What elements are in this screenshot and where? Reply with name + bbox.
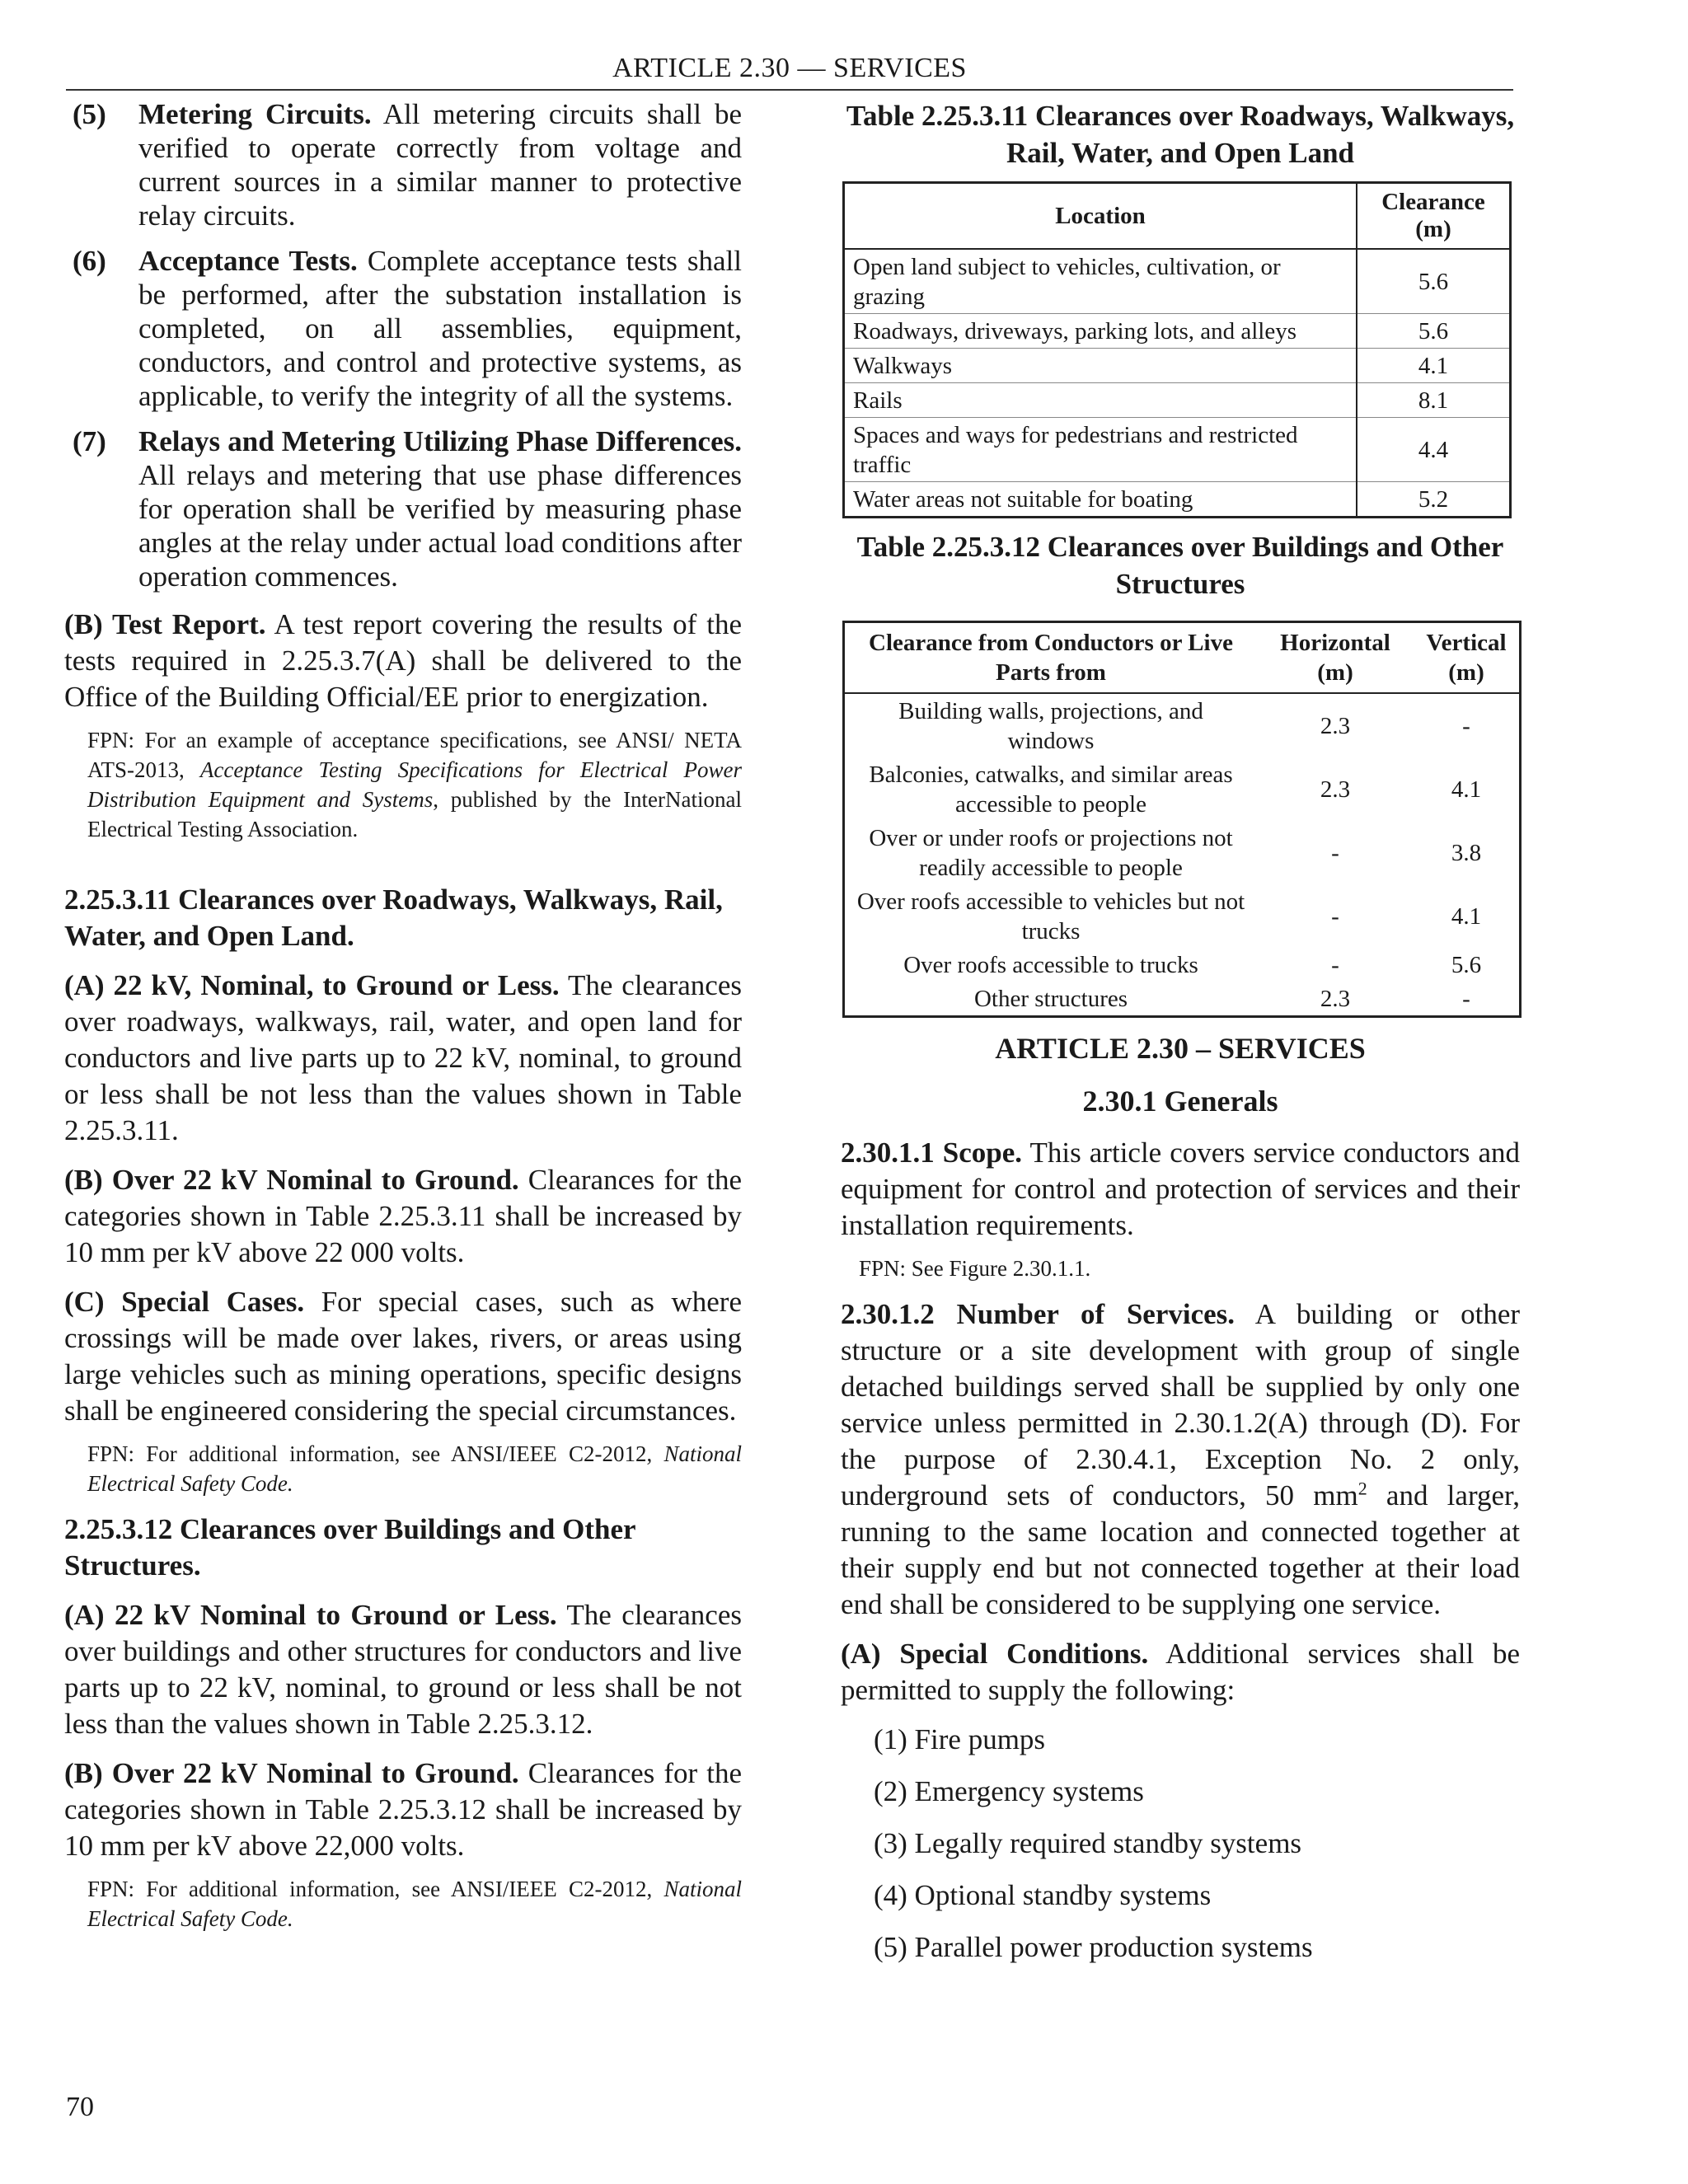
list-item-acceptance-tests: [64, 244, 742, 413]
paragraph-heading: (C) Special Cases.: [64, 1286, 305, 1318]
clearance-table-buildings: [842, 621, 1522, 1018]
clearance-cell: 4.4: [1357, 418, 1511, 482]
clearance-cell: 8.1: [1357, 383, 1511, 418]
paragraph-a: [64, 968, 742, 1149]
column-header-vertical: Vertical (m): [1414, 622, 1521, 694]
clearance-from-cell: Balconies, catwalks, and similar areas accessible to people: [869, 762, 1233, 818]
table-row: [844, 884, 1521, 948]
horizontal-cell: -: [1331, 952, 1339, 978]
fpn-note: [87, 1439, 742, 1498]
part-title: 2.30.1 Generals: [1082, 1085, 1278, 1118]
paragraph-text: and larger, running to the same location and connected together at their supply end but not connected together at their load end shall be considered to be supplying one service.: [841, 1479, 1521, 1620]
vertical-cell: 4.1: [1451, 903, 1482, 930]
paragraph-heading: (A) 22 kV Nominal to Ground or Less.: [64, 1599, 557, 1631]
vertical-cell: -: [1462, 713, 1470, 739]
paragraph-heading: 2.30.1.2 Number of Services.: [841, 1298, 1236, 1330]
paragraph-text: This article covers service conductors and equipment for control and protection of services and their installation requirements.: [841, 1137, 1521, 1241]
running-header: ARTICLE 2.30 — SERVICES: [612, 53, 967, 83]
scope-paragraph: [841, 1135, 1520, 1244]
paragraph-text: For special cases, such as where crossings will be made over lakes, rivers, or areas using large vehicles such as mining operations, specific designs shall be engineered considering the special circumstances.: [64, 1286, 742, 1427]
item-text: All relays and metering that use phase differences for operation shall be verified by measuring phase angles at the relay under actual load conditions after operation commences.: [138, 459, 742, 593]
table-row: [844, 482, 1511, 518]
clearance-from-cell: Over roofs accessible to vehicles but not trucks: [856, 888, 1245, 944]
item-text: All metering circuits shall be verified to operate correctly from voltage and current sources in a similar manner to protective relay circuits.: [138, 98, 742, 232]
location-cell: Rails: [844, 383, 1357, 418]
right-column: [841, 97, 1520, 1966]
list-item: (2) Emergency systems: [874, 1775, 1144, 1807]
horizontal-cell: 2.3: [1320, 986, 1351, 1012]
special-conditions-paragraph: [841, 1636, 1520, 1708]
paragraph-text: The clearances over buildings and other structures for conductors and live parts up to 22 kV, nominal, to ground or less shall be not less than the values shown in Table 2.25.3.12.: [64, 1599, 742, 1740]
column-header-location: Location: [844, 183, 1357, 250]
paragraph-text: Clearances for the categories shown in Table 2.25.3.11 shall be increased by 10 mm per kV above 22 000 volts.: [64, 1164, 742, 1268]
clearance-from-cell: Other structures: [973, 986, 1128, 1012]
fpn-note: [87, 725, 742, 844]
location-cell: Open land subject to vehicles, cultivation, or grazing: [844, 249, 1357, 314]
fpn-citation: National Electrical Safety Code.: [87, 1877, 742, 1931]
paragraph-text: Additional services shall be permitted to supply the following:: [841, 1638, 1521, 1706]
item-number: (7): [73, 425, 106, 457]
fpn-text: FPN: For additional information, see ANSI/IEEE C2-2012,: [87, 1441, 664, 1466]
clearance-from-cell: Over roofs accessible to trucks: [903, 952, 1198, 978]
table-row: [844, 982, 1521, 1017]
fpn-text: FPN: For an example of acceptance specifications, see ANSI/ NETA ATS-2013,: [87, 728, 742, 782]
item-number: (5): [73, 98, 106, 130]
paragraph-heading: (B) Over 22 kV Nominal to Ground.: [64, 1757, 519, 1789]
table-row: [844, 693, 1521, 757]
horizontal-cell: -: [1331, 840, 1339, 866]
fpn-citation: Acceptance Testing Specifications for Electrical Power Distribution Equipment and Systems: [87, 757, 742, 812]
paragraph-text: The clearances over roadways, walkways, rail, water, and open land for conductors and live parts up to 22 kV, nominal, to ground or less shall be not less than the values shown in Table 2.25.3.11.: [64, 969, 742, 1146]
vertical-cell: 5.6: [1451, 952, 1482, 978]
list-item: (5) Parallel power production systems: [874, 1931, 1313, 1963]
location-cell: Spaces and ways for pedestrians and restricted traffic: [844, 418, 1357, 482]
fpn-citation: National Electrical Safety Code.: [87, 1441, 742, 1496]
paragraph-text: A test report covering the results of the tests required in 2.25.3.7(A) shall be delivered to the Office of the Building Official/EE prior to energization.: [64, 608, 742, 713]
clearance-table-roadways: [842, 181, 1512, 518]
table-row: [844, 948, 1521, 982]
paragraph-heading: (A) 22 kV, Nominal, to Ground or Less.: [64, 969, 560, 1001]
services-list: [841, 1722, 1520, 1966]
location-cell: Roadways, driveways, parking lots, and alleys: [844, 314, 1357, 349]
location-cell: Walkways: [844, 349, 1357, 383]
paragraph-a: [64, 1597, 742, 1742]
header-rule: [66, 89, 1513, 91]
paragraph-heading: 2.30.1.1 Scope.: [841, 1137, 1023, 1169]
list-item: (4) Optional standby systems: [874, 1879, 1212, 1911]
paragraph-text: Clearances for the categories shown in Table 2.25.3.12 shall be increased by 10 mm per kV above 22,000 volts.: [64, 1757, 742, 1862]
paragraph-b: [64, 1755, 742, 1864]
column-header-horizontal: Horizontal (m): [1257, 622, 1414, 694]
paragraph-heading: (B) Over 22 kV Nominal to Ground.: [64, 1164, 519, 1196]
vertical-cell: 3.8: [1451, 840, 1482, 866]
paragraph-heading: (A) Special Conditions.: [841, 1638, 1149, 1670]
item-heading: Metering Circuits.: [138, 98, 372, 130]
left-column: [64, 97, 742, 1933]
paragraph-text: A building or other structure or a site development with group of single detached buildings served shall be supplied by only one service unless permitted in 2.30.1.2(A) through (D). For the purpose of 2.30.4.1, Exception No. 2 only, underground sets of conductors, 50 mm: [841, 1298, 1521, 1511]
clearance-from-cell: Over or under roofs or projections not readily accessible to people: [869, 825, 1233, 881]
column-header-from: Clearance from Conductors or Live Parts from: [844, 622, 1258, 694]
clearance-cell: 5.6: [1357, 314, 1511, 349]
paragraph-b: [64, 1162, 742, 1271]
table-title: Table 2.25.3.11 Clearances over Roadways, Walkways, Rail, Water, and Open Land: [846, 100, 1515, 169]
section-heading: 2.25.3.12 Clearances over Buildings and Other Structures.: [64, 1513, 635, 1582]
item-heading: Acceptance Tests.: [138, 245, 358, 277]
fpn-note: [87, 1874, 742, 1933]
table-title: Table 2.25.3.12 Clearances over Buildings and Other Structures: [856, 531, 1504, 600]
page-number: 70: [66, 2092, 94, 2122]
table-row: [844, 314, 1511, 349]
horizontal-cell: -: [1331, 903, 1339, 930]
clearance-cell: 4.1: [1357, 349, 1511, 383]
table-row: [844, 349, 1511, 383]
column-header-clearance: Clearance (m): [1357, 183, 1511, 250]
article-title: ARTICLE 2.30 – SERVICES: [995, 1032, 1366, 1065]
section-heading: 2.25.3.11 Clearances over Roadways, Walkways, Rail, Water, and Open Land.: [64, 883, 723, 952]
list-item-metering-circuits: [64, 97, 742, 232]
list-item: (3) Legally required standby systems: [874, 1827, 1302, 1859]
clearance-cell: 5.6: [1357, 249, 1511, 314]
item-heading: Relays and Metering Utilizing Phase Differences.: [138, 425, 742, 457]
fpn-text: , published by the InterNational Electrical Testing Association.: [87, 787, 743, 841]
item-text: Complete acceptance tests shall be performed, after the substation installation is completed, on all assemblies, equipment, conductors, and control and protective systems, as applicable, to verify the integrity of all the systems.: [138, 245, 742, 412]
clearance-from-cell: Building walls, projections, and windows: [898, 698, 1203, 754]
table-row: [844, 418, 1511, 482]
table-row: [844, 383, 1511, 418]
item-number: (6): [73, 245, 106, 277]
horizontal-cell: 2.3: [1320, 776, 1351, 803]
superscript: 2: [1357, 1478, 1367, 1499]
fpn-note: FPN: See Figure 2.30.1.1.: [859, 1256, 1091, 1281]
number-of-services-paragraph: [841, 1296, 1520, 1623]
location-cell: Water areas not suitable for boating: [853, 486, 1193, 513]
list-item: (1) Fire pumps: [874, 1723, 1046, 1755]
list-item-relays-metering: [64, 424, 742, 593]
paragraph-heading: (B) Test Report.: [64, 608, 266, 640]
table-row: [844, 757, 1521, 821]
paragraph-c: [64, 1284, 742, 1429]
vertical-cell: -: [1462, 986, 1470, 1012]
clearance-cell: 5.2: [1357, 482, 1511, 518]
table-row: [844, 821, 1521, 884]
table-row: [844, 249, 1511, 314]
test-report-paragraph: [64, 607, 742, 715]
vertical-cell: 4.1: [1451, 776, 1482, 803]
horizontal-cell: 2.3: [1320, 713, 1351, 739]
fpn-text: FPN: For additional information, see ANSI/IEEE C2-2012,: [87, 1877, 664, 1901]
